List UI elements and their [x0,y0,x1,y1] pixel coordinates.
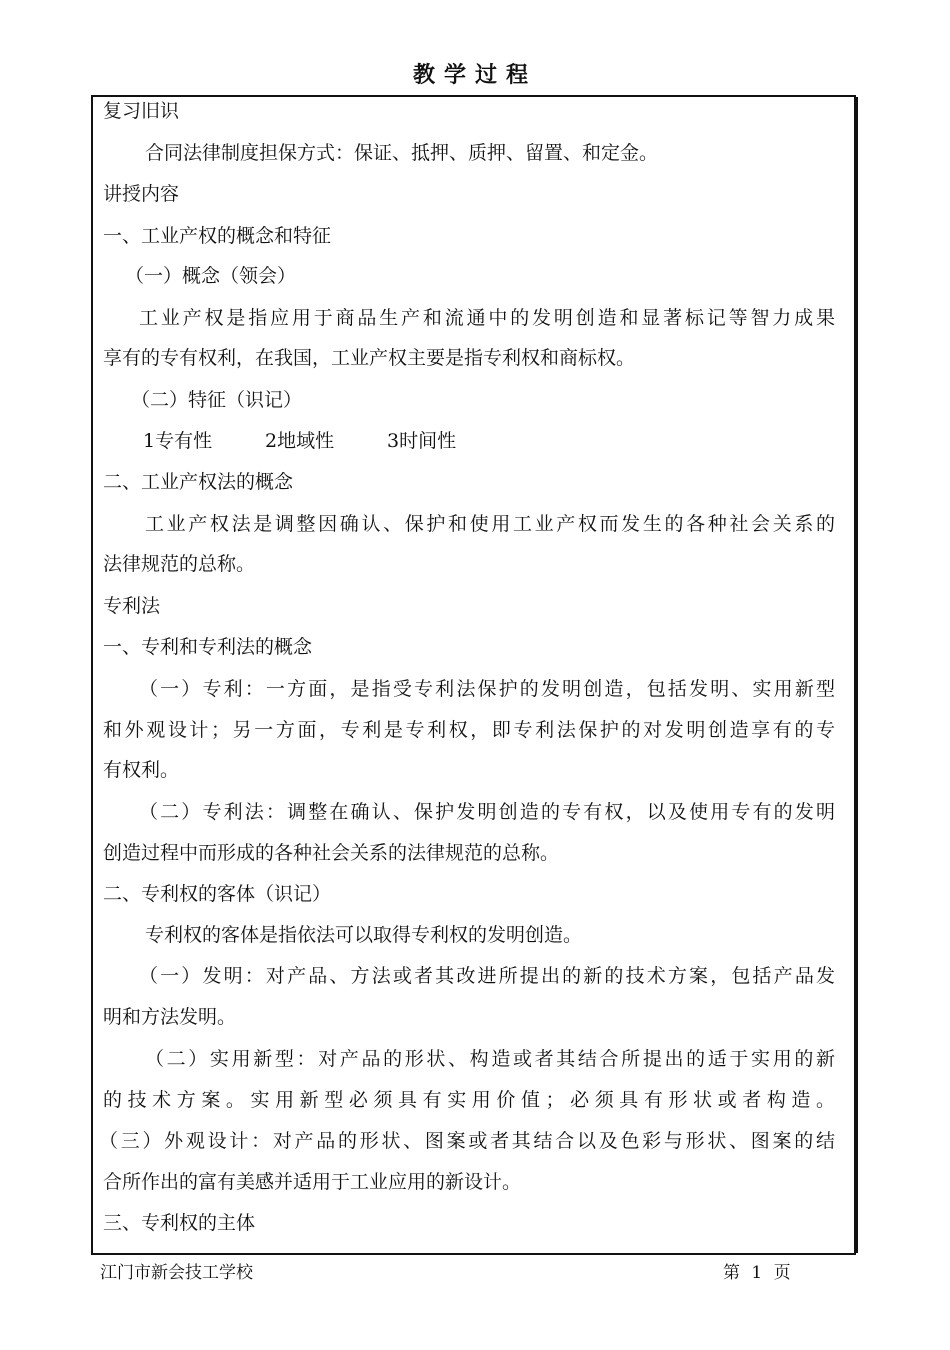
feature-item: 1专有性 [143,430,213,452]
paragraph-line: （二）实用新型：对产品的形状、构造或者其结合所提出的适于实用的新 [145,1048,835,1070]
paragraph-line: 有权利。 [103,759,180,781]
section-heading: 三、专利权的主体 [103,1212,256,1234]
paragraph-line: 专利权的客体是指依法可以取得专利权的发明创造。 [145,924,583,946]
paragraph-line: 明和方法发明。 [103,1006,237,1028]
paragraph-line: 法律规范的总称。 [103,553,256,575]
paragraph-line: （三）外观设计：对产品的形状、图案或者其结合以及色彩与形状、图案的结 [99,1130,835,1152]
paragraph-line: 创造过程中而形成的各种社会关系的法律规范的总称。 [103,842,560,864]
lecture-heading: 讲授内容 [103,183,180,205]
content-frame [91,95,856,1255]
section-heading: 一、专利和专利法的概念 [103,636,313,658]
feature-item: 2地域性 [265,430,335,452]
feature-item: 3时间性 [387,430,457,452]
chapter-heading: 专利法 [103,595,161,617]
footer-school: 江门市新会技工学校 [100,1263,253,1283]
paragraph-line: 和外观设计；另一方面，专利是专利权，即专利法保护的对发明创造享有的专 [103,719,835,741]
section-heading: 二、工业产权法的概念 [103,471,294,493]
paragraph-line: 合同法律制度担保方式：保证、抵押、质押、留置、和定金。 [145,142,659,164]
page-title: 教学过程 [412,63,537,88]
section-heading: 一、工业产权的概念和特征 [103,225,332,247]
paragraph-line: 工业产权法是调整因确认、保护和使用工业产权而发生的各种社会关系的 [145,513,835,535]
paragraph-line: （一）发明：对产品、方法或者其改进所提出的新的技术方案，包括产品发 [139,965,835,987]
section-heading: 二、专利权的客体（识记） [103,883,332,905]
paragraph-line: （一）专利：一方面，是指受专利法保护的发明创造，包括发明、实用新型 [139,678,835,700]
paragraph-line: 工业产权是指应用于商品生产和流通中的发明创造和显著标记等智力成果 [139,307,835,329]
paragraph-line: （二）专利法：调整在确认、保护发明创造的专有权，以及使用专有的发明 [139,801,835,823]
paragraph-line: 的技术方案。实用新型必须具有实用价值；必须具有形状或者构造。 [103,1089,835,1111]
footer-page-number: 第 1 页 [723,1263,791,1283]
subsection-heading: （二）特征（识记） [131,389,303,411]
paragraph-line: 享有的专有权利，在我国，工业产权主要是指专利权和商标权。 [103,347,636,369]
review-heading: 复习旧识 [103,100,180,122]
subsection-heading: （一）概念（领会） [125,265,297,287]
paragraph-line: 合所作出的富有美感并适用于工业应用的新设计。 [103,1171,522,1193]
